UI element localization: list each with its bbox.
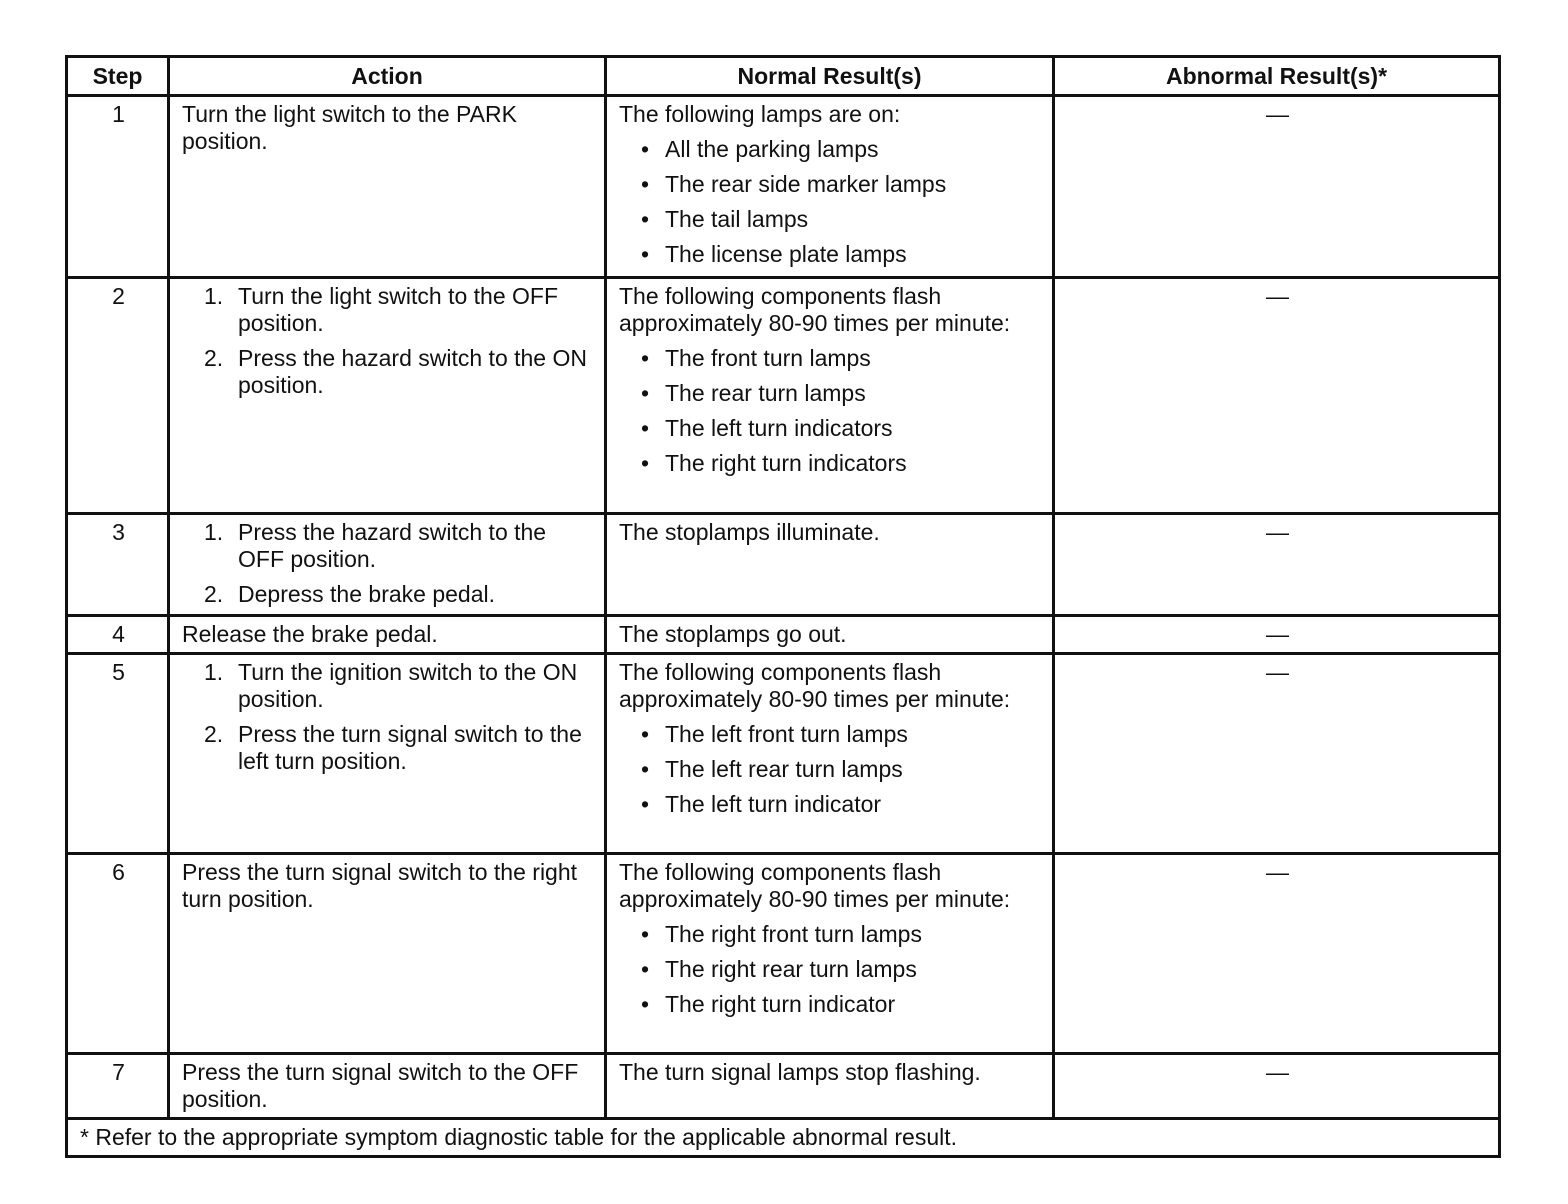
action-step	[204, 519, 594, 573]
bullet-icon: •	[641, 756, 650, 782]
action-step-text: Press the hazard switch to the OFF position.	[238, 519, 547, 572]
normal-result-item-text: The right turn indicators	[665, 450, 907, 476]
step-number: 4	[67, 616, 169, 654]
diagnostic-table	[65, 55, 1501, 1158]
action-text: Turn the light switch to the PARK position.	[182, 101, 517, 154]
table-row	[67, 1054, 1500, 1119]
action-step	[204, 659, 594, 713]
normal-result-list	[619, 921, 1042, 1018]
action-step-text: Press the hazard switch to the ON position.	[238, 345, 587, 398]
abnormal-result-cell	[1054, 96, 1500, 278]
header-row	[67, 57, 1500, 96]
normal-result-item-text: All the parking lamps	[665, 136, 879, 162]
normal-result-item	[641, 756, 1042, 783]
bullet-icon: •	[641, 921, 650, 947]
normal-result-item-text: The tail lamps	[665, 206, 809, 232]
table-row	[67, 278, 1500, 514]
normal-result-list	[619, 345, 1042, 477]
step-number: 3	[67, 514, 169, 616]
bullet-icon: •	[641, 415, 650, 441]
normal-result-item	[641, 721, 1042, 748]
normal-result-item	[641, 206, 1042, 233]
normal-result-item-text: The right rear turn lamps	[665, 956, 917, 982]
action-step	[204, 283, 594, 337]
action-text: Press the turn signal switch to the OFF position.	[182, 1059, 579, 1112]
bullet-icon: •	[641, 450, 650, 476]
bullet-icon: •	[641, 991, 650, 1017]
normal-result-cell	[606, 616, 1054, 654]
table-row	[67, 616, 1500, 654]
normal-result-item	[641, 345, 1042, 372]
action-step-text: Turn the ignition switch to the ON position.	[238, 659, 578, 712]
step-number: 1	[67, 96, 169, 278]
normal-result-item-text: The right front turn lamps	[665, 921, 922, 947]
bullet-icon: •	[641, 171, 650, 197]
normal-result-cell	[606, 514, 1054, 616]
table-row	[67, 654, 1500, 854]
action-cell	[169, 854, 606, 1054]
normal-result-item	[641, 136, 1042, 163]
abnormal-result-dash: —	[1266, 101, 1289, 127]
normal-result-intro: The stoplamps illuminate.	[619, 519, 880, 545]
bullet-icon: •	[641, 956, 650, 982]
table-row	[67, 854, 1500, 1054]
footnote-row	[67, 1119, 1500, 1157]
abnormal-result-dash: —	[1266, 621, 1289, 647]
normal-result-item-text: The left turn indicator	[665, 791, 882, 817]
action-step-list	[182, 519, 594, 608]
bullet-icon: •	[641, 791, 650, 817]
abnormal-result-dash: —	[1266, 519, 1289, 545]
action-step-text: Turn the light switch to the OFF position.	[238, 283, 558, 336]
normal-result-item-text: The left front turn lamps	[665, 721, 908, 747]
table-row	[67, 514, 1500, 616]
normal-result-intro: The following components flash approximately 80-90 times per minute:	[619, 659, 1011, 712]
action-cell	[169, 654, 606, 854]
normal-result-item-text: The rear side marker lamps	[665, 171, 947, 197]
normal-result-item-text: The front turn lamps	[665, 345, 871, 371]
bullet-icon: •	[641, 241, 650, 267]
step-number: 5	[67, 654, 169, 854]
action-step-number: 1.	[204, 283, 224, 309]
step-number: 7	[67, 1054, 169, 1119]
header-normal-results: Normal Result(s)	[606, 57, 1054, 96]
bullet-icon: •	[641, 136, 650, 162]
table-body	[67, 96, 1500, 1119]
normal-result-intro: The stoplamps go out.	[619, 621, 847, 647]
normal-result-cell	[606, 854, 1054, 1054]
bullet-icon: •	[641, 721, 650, 747]
abnormal-result-dash: —	[1266, 859, 1289, 885]
normal-result-intro: The turn signal lamps stop flashing.	[619, 1059, 981, 1085]
normal-result-item	[641, 380, 1042, 407]
normal-result-item	[641, 450, 1042, 477]
abnormal-result-dash: —	[1266, 1059, 1289, 1085]
normal-result-item	[641, 991, 1042, 1018]
normal-result-item-text: The rear turn lamps	[665, 380, 866, 406]
bullet-icon: •	[641, 206, 650, 232]
abnormal-result-cell	[1054, 278, 1500, 514]
action-text: Press the turn signal switch to the right turn position.	[182, 859, 578, 912]
action-step-number: 2.	[204, 721, 224, 747]
header-step: Step	[67, 57, 169, 96]
action-step-text: Press the turn signal switch to the left turn position.	[238, 721, 582, 774]
abnormal-result-cell	[1054, 654, 1500, 854]
normal-result-item	[641, 921, 1042, 948]
step-number: 2	[67, 278, 169, 514]
normal-result-item	[641, 956, 1042, 983]
action-cell	[169, 1054, 606, 1119]
action-step-text: Depress the brake pedal.	[238, 581, 495, 607]
normal-result-intro: The following components flash approximately 80-90 times per minute:	[619, 283, 1011, 336]
normal-result-item	[641, 791, 1042, 818]
action-step	[204, 345, 594, 399]
bullet-icon: •	[641, 345, 650, 371]
normal-result-item	[641, 241, 1042, 268]
action-cell	[169, 514, 606, 616]
abnormal-result-cell	[1054, 1054, 1500, 1119]
normal-result-cell	[606, 96, 1054, 278]
abnormal-result-cell	[1054, 616, 1500, 654]
action-text: Release the brake pedal.	[182, 621, 438, 647]
action-cell	[169, 278, 606, 514]
action-step-number: 1.	[204, 659, 224, 685]
action-step	[204, 721, 594, 775]
action-step	[204, 581, 594, 608]
action-cell	[169, 96, 606, 278]
action-step-number: 1.	[204, 519, 224, 545]
normal-result-item-text: The right turn indicator	[665, 991, 896, 1017]
normal-result-item-text: The left turn indicators	[665, 415, 893, 441]
normal-result-item	[641, 415, 1042, 442]
table-row	[67, 96, 1500, 278]
action-step-list	[182, 659, 594, 775]
action-step-list	[182, 283, 594, 399]
normal-result-list	[619, 136, 1042, 268]
normal-result-cell	[606, 654, 1054, 854]
normal-result-intro: The following components flash approximately 80-90 times per minute:	[619, 859, 1011, 912]
action-cell	[169, 616, 606, 654]
normal-result-intro: The following lamps are on:	[619, 101, 901, 127]
abnormal-result-cell	[1054, 854, 1500, 1054]
normal-result-cell	[606, 1054, 1054, 1119]
normal-result-list	[619, 721, 1042, 818]
abnormal-result-dash: —	[1266, 659, 1289, 685]
abnormal-result-cell	[1054, 514, 1500, 616]
normal-result-item-text: The left rear turn lamps	[665, 756, 903, 782]
action-step-number: 2.	[204, 345, 224, 371]
normal-result-item-text: The license plate lamps	[665, 241, 907, 267]
abnormal-result-dash: —	[1266, 283, 1289, 309]
header-abnormal-results: Abnormal Result(s)*	[1054, 57, 1500, 96]
header-action: Action	[169, 57, 606, 96]
bullet-icon: •	[641, 380, 650, 406]
normal-result-cell	[606, 278, 1054, 514]
footnote: * Refer to the appropriate symptom diagnostic table for the applicable abnormal result.	[67, 1119, 1500, 1157]
normal-result-item	[641, 171, 1042, 198]
step-number: 6	[67, 854, 169, 1054]
action-step-number: 2.	[204, 581, 224, 607]
